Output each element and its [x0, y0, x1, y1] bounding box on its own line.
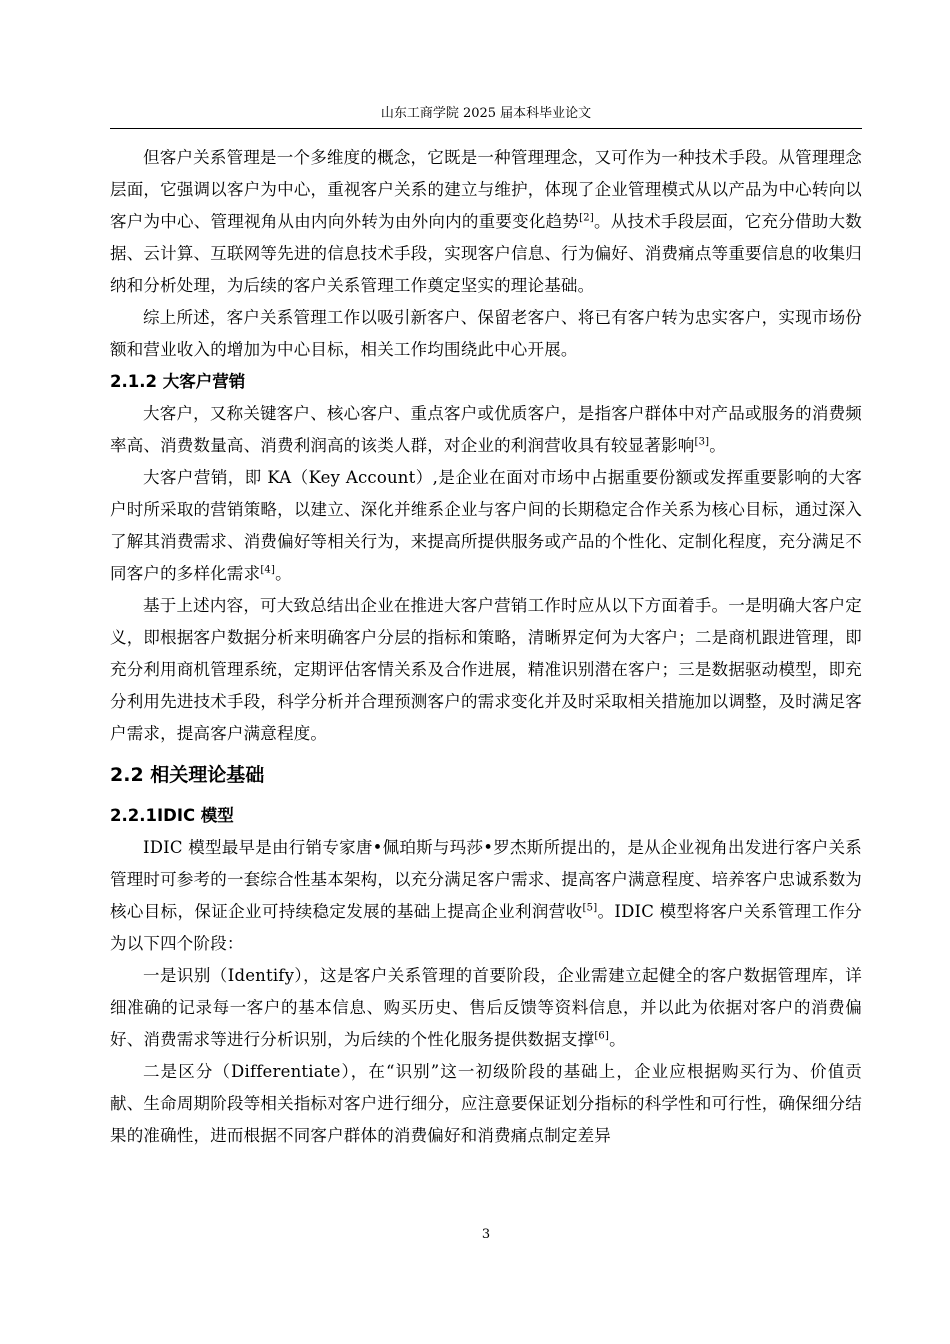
page-body [110, 142, 862, 1152]
paragraph [110, 142, 862, 302]
section-heading-2-2-1: 2.2.1IDIC 模型 [110, 806, 234, 825]
page-number: 3 [481, 1227, 491, 1242]
citation: [6] [594, 1030, 610, 1042]
paragraph-text: 。IDIC 模型将客户关系管理工作分为以下四个阶段： [110, 902, 862, 953]
paragraph: 基于上述内容，可大致总结出企业在推进大客户营销工作时应从以下方面着手。一是明确大客户定义，即根据客户数据分析来明确客户分层的指标和策略，清晰界定何为大客户；二是商机跟进管理，即充分利用商机管理系统，定期评估客情关系及合作进展，精准识别潜在客户；三是数据驱动模型，即充分利用先进技术手段，科学分析并合理预测客户的需求变化并及时采取相关措施加以调整，及时满足客户需求，提高客户满意程度。 [110, 596, 862, 743]
header-rule [110, 128, 862, 129]
citation: [2] [579, 212, 594, 224]
paragraph: 二是区分（Differentiate），在“识别”这一初级阶段的基础上，企业应根据购买行为、价值贡献、生命周期阶段等相关指标对客户进行细分，应注意要保证划分指标的科学性和可行性，确保细分结果的准确性，进而根据不同客户群体的消费偏好和消费痛点制定差异 [110, 1062, 862, 1145]
paragraph-text: 一是识别（Identify），这是客户关系管理的首要阶段，企业需建立起健全的客户数据管理库，详细准确的记录每一客户的基本信息、购买历史、售后反馈等资料信息，并以此为依据对客户的消费偏好、消费需求等进行分析识别，为后续的个性化服务提供数据支撑 [110, 966, 862, 1049]
paragraph-text: IDIC 模型最早是由行销专家唐•佩珀斯与玛莎•罗杰斯所提出的，是从企业视角出发进行客户关系管理时可参考的一套综合性基本架构，以充分满足客户需求、提高客户满意程度、培养客户忠诚系数为核心目标，保证企业可持续稳定发展的基础上提高企业利润营收 [110, 838, 862, 921]
paragraph-text: 大客户营销，即 KA（Key Account）,是企业在面对市场中占据重要份额或发挥重要影响的大客户时所采取的营销策略，以建立、深化并维系企业与客户间的长期稳定合作关系为核心目标，通过深入了解其消费需求、消费偏好等相关行为，来提高所提供服务或产品的个性化、定制化程度，充分满足不同客户的多样化需求 [110, 468, 862, 583]
section-heading-2-1-2: 2.1.2 大客户营销 [110, 372, 246, 391]
paragraph-text: 大客户，又称关键客户、核心客户、重点客户或优质客户，是指客户群体中对产品或服务的消费频率高、消费数量高、消费利润高的该类人群，对企业的利润营收具有较显著影响 [110, 404, 862, 455]
paragraph-text: 。 [275, 564, 292, 583]
paragraph: 综上所述，客户关系管理工作以吸引新客户、保留老客户、将已有客户转为忠实客户，实现市场份额和营业收入的增加为中心目标，相关工作均围绕此中心开展。 [110, 308, 862, 359]
paragraph [110, 960, 862, 1056]
paragraph-text: 。 [709, 436, 726, 455]
citation: [3] [694, 436, 710, 448]
paragraph [110, 398, 862, 462]
paragraph [110, 832, 862, 960]
paragraph-text: 。从技术手段层面，它充分借助大数据、云计算、互联网等先进的信息技术手段，实现客户信息、行为偏好、消费痛点等重要信息的收集归纳和分析处理，为后续的客户关系管理工作奠定坚实的理论基础。 [110, 212, 863, 295]
paragraph [110, 462, 862, 590]
paragraph-text: 。 [609, 1030, 626, 1049]
paragraph-text: 但客户关系管理是一个多维度的概念，它既是一种管理理念，又可作为一种技术手段。从管理理念层面，它强调以客户为中心，重视客户关系的建立与维护，体现了企业管理模式从以产品为中心转向以客户为中心、管理视角从由内向外转为由外向内的重要变化趋势 [110, 148, 862, 231]
citation: [4] [260, 564, 276, 576]
section-heading-2-2: 2.2 相关理论基础 [110, 764, 265, 786]
citation: [5] [582, 902, 598, 914]
page-header: 山东工商学院 2025 届本科毕业论文 [380, 106, 592, 121]
